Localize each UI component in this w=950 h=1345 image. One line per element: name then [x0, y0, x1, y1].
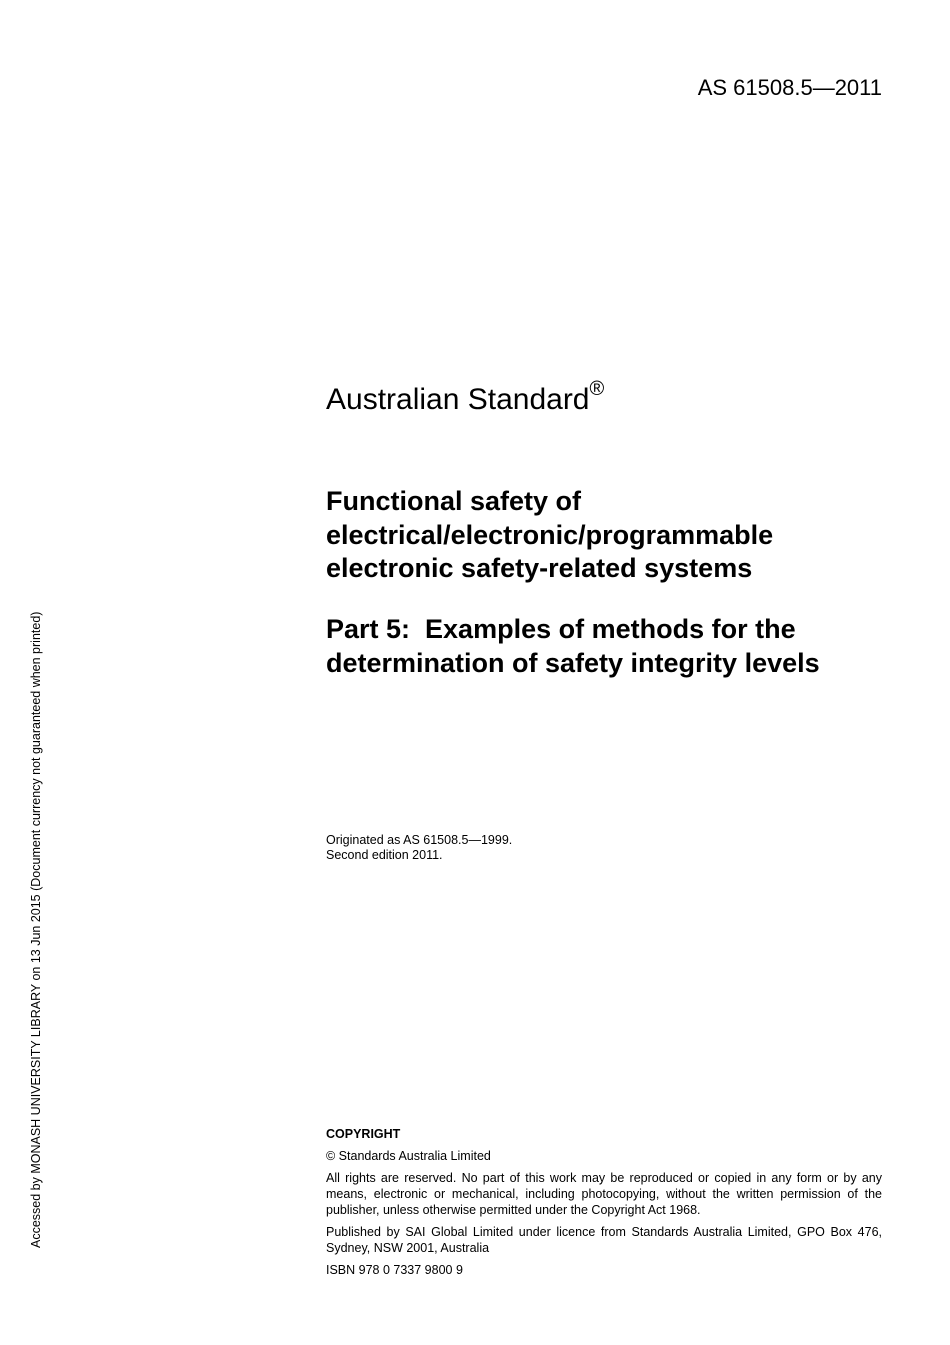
- title-line: electrical/electronic/programmable: [326, 519, 774, 550]
- access-watermark: Accessed by MONASH UNIVERSITY LIBRARY on 13 Jun 2015 (Document currency not guaranteed when printed): [29, 611, 43, 1248]
- part-title-line: determination of safety integrity levels: [326, 647, 820, 678]
- title-line: Functional safety of: [326, 486, 582, 516]
- copyright-owner: © Standards Australia Limited: [326, 1149, 491, 1163]
- origin-note: [326, 833, 512, 863]
- copyright-block: [326, 1126, 882, 1284]
- document-code: AS 61508.5—2011: [697, 75, 882, 100]
- rights-statement: All rights are reserved. No part of this work may be reproduced or copied in any form or by any means, electronic or mechanical, including photocopying, without the written permission of the publisher, unless otherwise permitted under the Copyright Act 1968.: [326, 1171, 882, 1217]
- isbn: ISBN 978 0 7337 9800 9: [326, 1263, 463, 1277]
- publisher-statement: Published by SAI Global Limited under licence from Standards Australia Limited, GPO Box 476, Sydney, NSW 2001, Australia: [326, 1225, 882, 1255]
- registered-mark: ®: [589, 378, 605, 400]
- part-title: [326, 613, 886, 680]
- copyright-heading: COPYRIGHT: [326, 1127, 401, 1141]
- document-title: [326, 485, 886, 586]
- edition-line: Second edition 2011.: [326, 848, 443, 862]
- standard-label: [326, 380, 604, 420]
- origin-line: Originated as AS 61508.5—1999.: [326, 833, 513, 847]
- part-title-line: Part 5: Examples of methods for the: [326, 614, 796, 644]
- standard-label-text: Australian Standard: [326, 383, 590, 416]
- title-line: electronic safety-related systems: [326, 553, 753, 583]
